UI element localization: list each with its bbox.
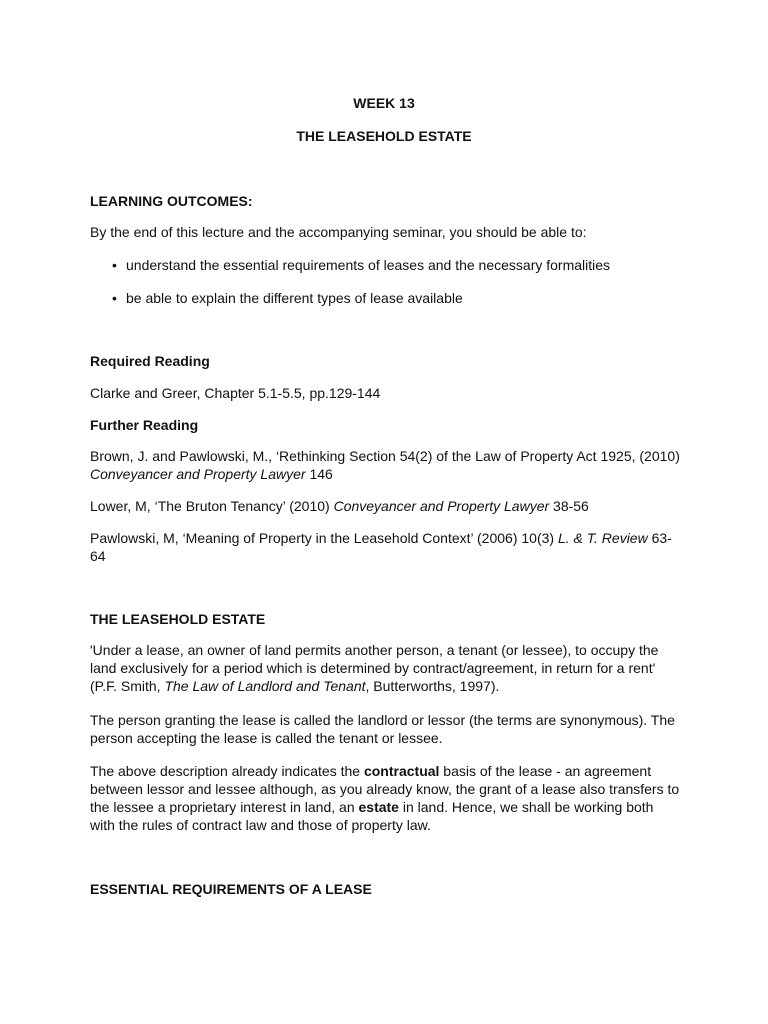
paragraph-text: in land. Hence, we shall be working both with the rules of contract law and those of property law. — [90, 799, 654, 833]
reading-entry-journal: Conveyancer and Property Lawyer — [333, 498, 550, 514]
paragraph-text: The above description already indicates the — [90, 763, 364, 779]
document-title: THE LEASEHOLD ESTATE — [296, 128, 472, 144]
emphasis-estate: estate — [358, 799, 399, 815]
reading-entry-citation: Lower, M, ‘The Bruton Tenancy’ (2010) — [90, 498, 334, 514]
landlord-tenant-paragraph: The person granting the lease is called the landlord or lessor (the terms are synonymous). The person accepting the lease is called the tenant or lessee. — [90, 712, 675, 746]
leasehold-estate-heading: THE LEASEHOLD ESTATE — [90, 611, 266, 627]
reading-entry-page: 146 — [305, 466, 333, 482]
lease-definition-quote — [90, 641, 680, 695]
reading-entry-page: 38-56 — [549, 498, 589, 514]
reading-entry-citation: Brown, J. and Pawlowski, M., ‘Rethinking Section 54(2) of the Law of Property Act 1925, (2010) — [90, 448, 680, 464]
learning-outcomes-intro: By the end of this lecture and the accompanying seminar, you should be able to: — [90, 224, 587, 240]
week-heading: WEEK 13 — [353, 95, 415, 111]
required-reading-heading: Required Reading — [90, 353, 210, 369]
essential-requirements-heading: ESSENTIAL REQUIREMENTS OF A LEASE — [90, 881, 372, 897]
learning-outcomes-heading: LEARNING OUTCOMES: — [90, 193, 253, 209]
contractual-basis-paragraph — [90, 762, 680, 834]
quote-text: 'Under a lease, an owner of land permits another person, a tenant (or lessee), to occupy the land exclusively for a period which is determined by contract/agreement, in return for a rent' (P.F. Smith, — [90, 642, 659, 694]
reading-entry — [90, 497, 680, 515]
reading-entry — [90, 447, 680, 483]
paragraph-text: basis of the lease - an agreement between lessor and lessee although, as you already know, the grant of a lease also transfers to the lessee a proprietary interest in land, an — [90, 763, 680, 815]
quote-book-title: The Law of Landlord and Tenant — [164, 678, 366, 694]
reading-entry-citation: Pawlowski, M, ‘Meaning of Property in the Leasehold Context’ (2006) 10(3) — [90, 530, 558, 546]
reading-entry-journal: L. & T. Review — [557, 530, 648, 546]
reading-entry-page: 63-64 — [90, 530, 672, 564]
reading-entry — [90, 529, 680, 565]
quote-source: , Butterworths, 1997). — [365, 678, 500, 694]
emphasis-contractual: contractual — [363, 763, 440, 779]
required-reading-text: Clarke and Greer, Chapter 5.1-5.5, pp.129-144 — [90, 385, 381, 401]
list-item: • be able to explain the different types of lease available — [112, 289, 686, 307]
further-reading-heading: Further Reading — [90, 417, 199, 433]
reading-entry-journal: Conveyancer and Property Lawyer — [90, 466, 306, 482]
list-item: • understand the essential requirements of leases and the necessary formalities — [112, 256, 686, 274]
